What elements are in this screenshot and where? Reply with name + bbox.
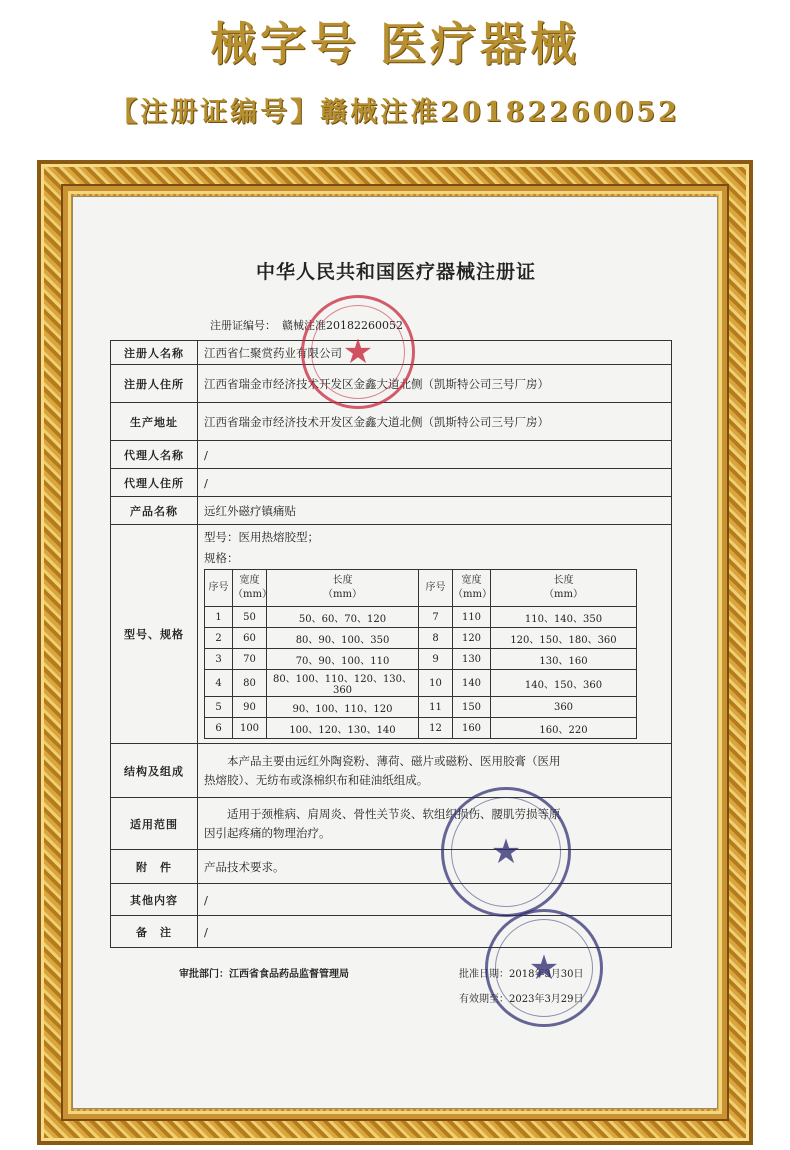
- seq-cell: 12: [419, 718, 453, 739]
- row-value: 江西省瑞金市经济技术开发区金鑫大道北侧（凯斯特公司三号厂房）: [198, 365, 672, 403]
- table-row: [205, 628, 637, 649]
- length-cell: 90、100、110、120: [267, 697, 419, 718]
- seq-cell: 3: [205, 649, 233, 670]
- width-cell: 100: [233, 718, 267, 739]
- size-table: [204, 569, 637, 739]
- structure-label: 结构及组成: [111, 744, 198, 798]
- table-row: [205, 670, 637, 697]
- width-cell: 90: [233, 697, 267, 718]
- size-table-header: [205, 570, 637, 607]
- attachment-value: 产品技术要求。: [198, 850, 672, 884]
- width-cell: 120: [453, 628, 491, 649]
- col-width-unit: （mm）: [453, 589, 492, 600]
- other-value: /: [198, 884, 672, 916]
- row-label: 生产地址: [111, 403, 198, 441]
- table-row: [205, 649, 637, 670]
- length-cell: 110、140、350: [491, 607, 637, 628]
- col-length-label: 长度: [332, 575, 353, 586]
- table-row: [111, 850, 672, 884]
- structure-line-1: 本产品主要由远红外陶瓷粉、薄荷、磁片或磁粉、医用胶膏（医用: [227, 753, 561, 768]
- row-label: 代理人住所: [111, 469, 198, 497]
- row-label: 注册人住所: [111, 365, 198, 403]
- remark-value: /: [198, 916, 672, 948]
- row-value: 江西省瑞金市经济技术开发区金鑫大道北侧（凯斯特公司三号厂房）: [198, 403, 672, 441]
- row-value: 远红外磁疗镇痛贴: [198, 497, 672, 525]
- seq-cell: 6: [205, 718, 233, 739]
- scope-line-2: 因引起疼痛的物理治疗。: [204, 825, 331, 840]
- table-row: [111, 497, 672, 525]
- spec-row: [111, 525, 672, 744]
- attachment-label: 附 件: [111, 850, 198, 884]
- col-width-right: [453, 570, 491, 607]
- spec-line: 规格：: [204, 551, 239, 565]
- spec-label: 型号、规格: [111, 525, 198, 744]
- col-length: [267, 570, 419, 607]
- scope-label: 适用范围: [111, 798, 198, 850]
- company-seal-stamp-secondary: [441, 787, 571, 917]
- width-cell: 80: [233, 670, 267, 697]
- structure-line-2: 热熔胶）、无纺布或涤棉织布和硅油纸组成。: [204, 772, 429, 787]
- table-row: [111, 744, 672, 798]
- col-length-right: [491, 570, 637, 607]
- row-value: /: [198, 469, 672, 497]
- issuing-authority: 审批部门：江西省食品药品监督管理局: [179, 969, 349, 980]
- length-cell: 130、160: [491, 649, 637, 670]
- seq-cell: 11: [419, 697, 453, 718]
- table-row: [111, 798, 672, 850]
- col-width-unit: （mm）: [233, 589, 272, 600]
- row-label: 注册人名称: [111, 341, 198, 365]
- approval-date: 批准日期：2018年3月30日: [459, 969, 584, 980]
- table-row: [111, 469, 672, 497]
- col-width-label: 宽度: [461, 575, 482, 586]
- width-cell: 110: [453, 607, 491, 628]
- col-length-unit: （mm）: [323, 589, 362, 600]
- scope-line-1: 适用于颈椎病、肩周炎、骨性关节炎、软组织损伤、腰肌劳损等原: [227, 806, 561, 821]
- certificate-title: 中华人民共和国医疗器械注册证: [255, 261, 536, 283]
- seq-cell: 8: [419, 628, 453, 649]
- registration-label: 注册证编号：: [210, 319, 276, 332]
- table-row: [111, 403, 672, 441]
- certificate-table: [110, 340, 672, 948]
- spec-cell: [198, 525, 672, 744]
- structure-value: [198, 744, 672, 798]
- col-seq: 序号: [205, 570, 233, 607]
- length-cell: 140、150、360: [491, 670, 637, 697]
- length-cell: 80、100、110、120、130、360: [267, 670, 419, 697]
- width-cell: 140: [453, 670, 491, 697]
- star-icon: ★: [490, 832, 522, 872]
- width-cell: 130: [453, 649, 491, 670]
- length-cell: 80、90、100、350: [267, 628, 419, 649]
- width-cell: 70: [233, 649, 267, 670]
- company-seal-stamp: [301, 295, 415, 409]
- star-icon: ★: [342, 332, 374, 372]
- remark-label: 备 注: [111, 916, 198, 948]
- width-cell: 60: [233, 628, 267, 649]
- table-row: [111, 441, 672, 469]
- width-cell: 50: [233, 607, 267, 628]
- seq-cell: 7: [419, 607, 453, 628]
- row-value: /: [198, 441, 672, 469]
- length-cell: 120、150、180、360: [491, 628, 637, 649]
- length-cell: 100、120、130、140: [267, 718, 419, 739]
- col-length-label: 长度: [553, 575, 574, 586]
- width-cell: 150: [453, 697, 491, 718]
- seq-cell: 5: [205, 697, 233, 718]
- page-title: 械字号 医疗器械: [209, 17, 580, 71]
- table-row: [205, 607, 637, 628]
- authority-seal-stamp: [485, 909, 603, 1027]
- scope-value: [198, 798, 672, 850]
- length-cell: 360: [491, 697, 637, 718]
- col-seq-right: 序号: [419, 570, 453, 607]
- length-cell: 50、60、70、120: [267, 607, 419, 628]
- table-row: [205, 697, 637, 718]
- length-cell: 70、90、100、110: [267, 649, 419, 670]
- row-value: 江西省仁聚赏药业有限公司: [198, 341, 672, 365]
- row-label: 代理人名称: [111, 441, 198, 469]
- seq-cell: 2: [205, 628, 233, 649]
- registration-value: 赣械注准20182260052: [282, 319, 403, 332]
- seq-cell: 9: [419, 649, 453, 670]
- width-cell: 160: [453, 718, 491, 739]
- table-row: [111, 884, 672, 916]
- other-label: 其他内容: [111, 884, 198, 916]
- star-icon: ★: [528, 948, 560, 988]
- seq-cell: 10: [419, 670, 453, 697]
- col-width: [233, 570, 272, 607]
- col-length-unit: （mm）: [544, 589, 583, 600]
- length-cell: 160、220: [491, 718, 637, 739]
- registration-number-banner: 【注册证编号】赣械注准20182260052: [110, 97, 680, 128]
- valid-until-date: 有效期至：2023年3月29日: [459, 994, 584, 1005]
- row-label: 产品名称: [111, 497, 198, 525]
- certificate-document: [72, 196, 718, 1109]
- col-width-label: 宽度: [239, 575, 260, 586]
- table-row: [205, 718, 637, 739]
- seq-cell: 1: [205, 607, 233, 628]
- model-line: 型号：医用热熔胶型；: [204, 530, 319, 544]
- seq-cell: 4: [205, 670, 233, 697]
